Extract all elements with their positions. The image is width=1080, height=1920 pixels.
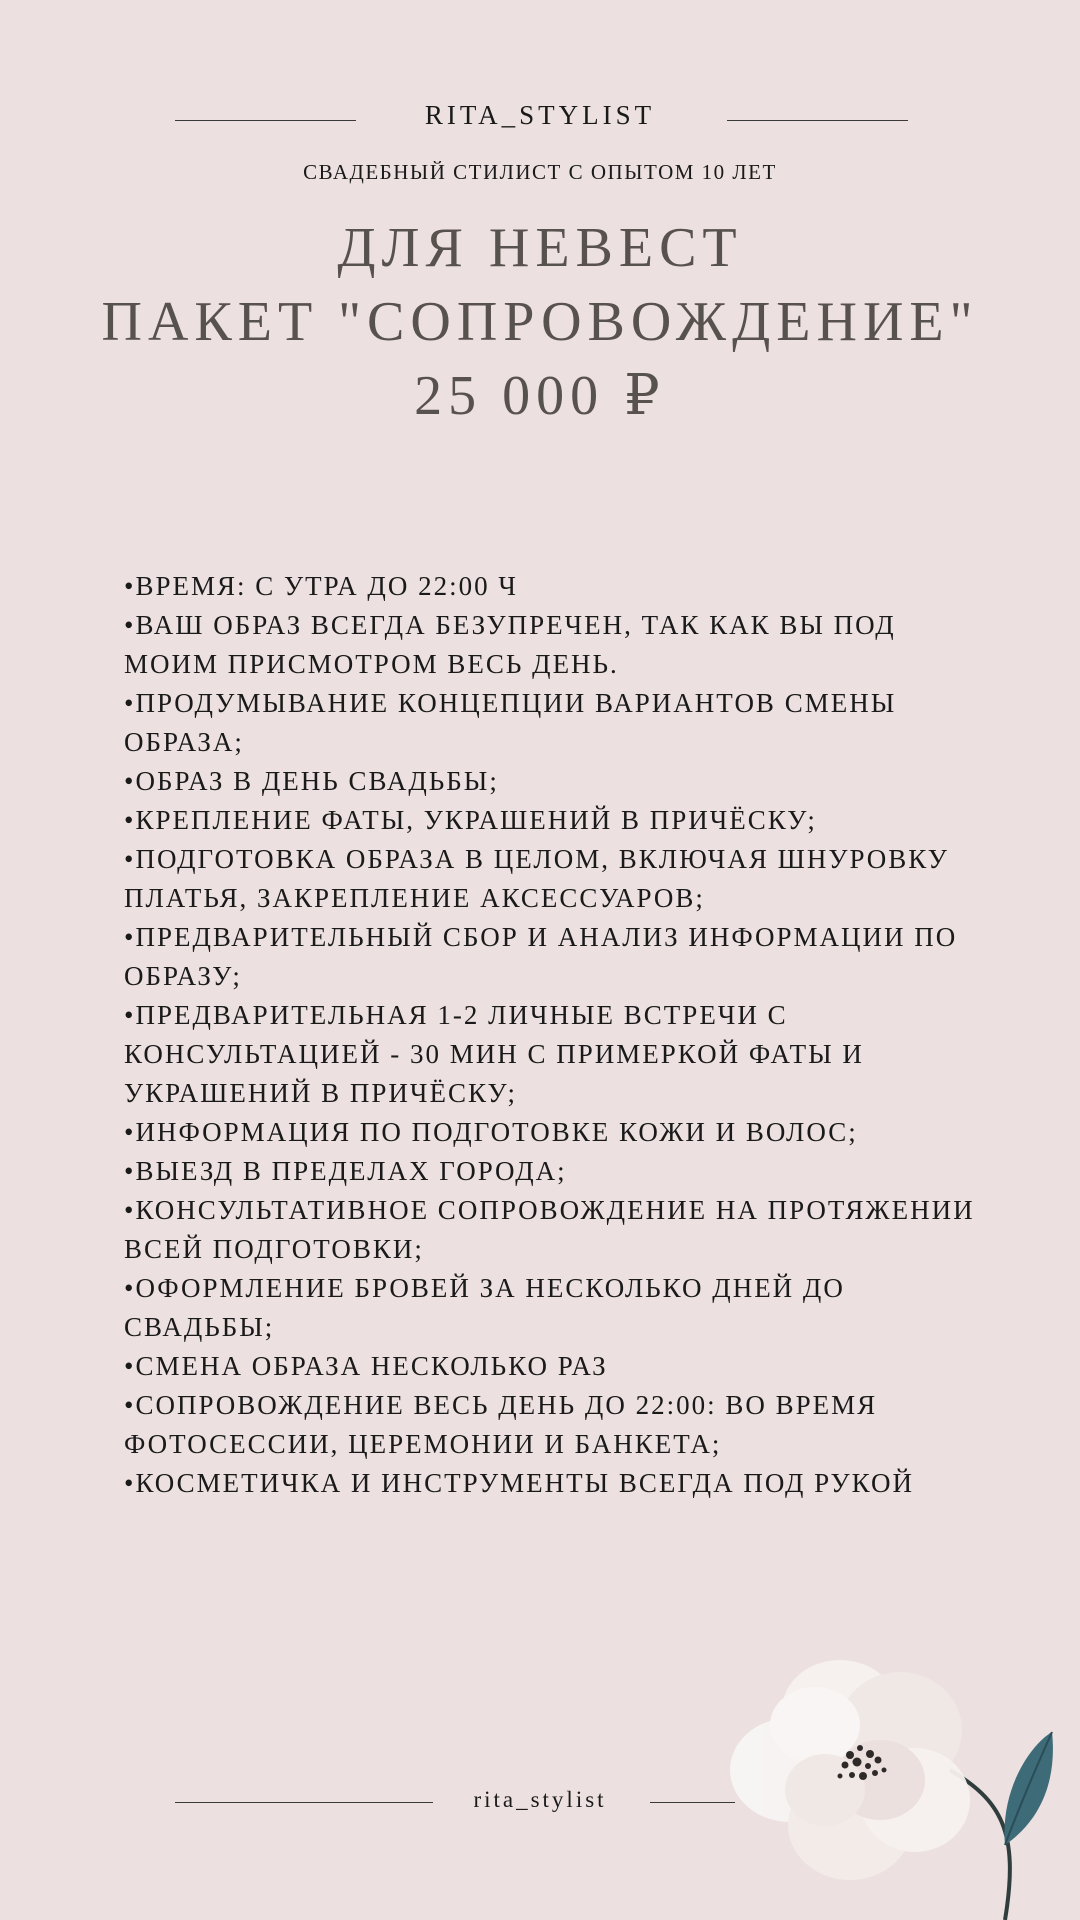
feature-item: •ИНФОРМАЦИЯ ПО ПОДГОТОВКЕ КОЖИ И ВОЛОС; bbox=[124, 1117, 858, 1147]
flower-icon bbox=[700, 1630, 1080, 1920]
feature-list bbox=[124, 567, 984, 1503]
feature-item: •СМЕНА ОБРАЗА НЕСКОЛЬКО РАЗ bbox=[124, 1351, 608, 1381]
headline-price: 25 000 ₽ bbox=[414, 365, 666, 427]
footer-brand: rita_stylist bbox=[473, 1787, 607, 1812]
feature-item: •СОПРОВОЖДЕНИЕ ВЕСЬ ДЕНЬ ДО 22:00: ВО ВРЕМЯ ФОТОСЕССИИ, ЦЕРЕМОНИИ И БАНКЕТА; bbox=[124, 1390, 878, 1459]
feature-item: •ПОДГОТОВКА ОБРАЗА В ЦЕЛОМ, ВКЛЮЧАЯ ШНУРОВКУ ПЛАТЬЯ, ЗАКРЕПЛЕНИЕ АКСЕССУАРОВ; bbox=[124, 844, 949, 913]
feature-item: •ВРЕМЯ: С УТРА ДО 22:00 Ч bbox=[124, 571, 518, 601]
brand-title: RITA_STYLIST bbox=[424, 100, 656, 130]
subtitle: СВАДЕБНЫЙ СТИЛИСТ С ОПЫТОМ 10 ЛЕТ bbox=[303, 160, 777, 184]
header-rule-right bbox=[727, 120, 908, 121]
feature-item: •ПРЕДВАРИТЕЛЬНАЯ 1-2 ЛИЧНЫЕ ВСТРЕЧИ С КОНСУЛЬТАЦИЕЙ - 30 МИН С ПРИМЕРКОЙ ФАТЫ И УКРАШЕНИЙ В ПРИЧЁСКУ; bbox=[124, 1000, 864, 1108]
feature-item: •ОФОРМЛЕНИЕ БРОВЕЙ ЗА НЕСКОЛЬКО ДНЕЙ ДО СВАДЬБЫ; bbox=[124, 1273, 845, 1342]
feature-item: •ПРЕДВАРИТЕЛЬНЫЙ СБОР И АНАЛИЗ ИНФОРМАЦИИ ПО ОБРАЗУ; bbox=[124, 922, 958, 991]
headline-audience: ДЛЯ НЕВЕСТ bbox=[337, 217, 743, 279]
feature-item: •ВАШ ОБРАЗ ВСЕГДА БЕЗУПРЕЧЕН, ТАК КАК ВЫ ПОД МОИМ ПРИСМОТРОМ ВЕСЬ ДЕНЬ. bbox=[124, 610, 896, 679]
feature-item: •ВЫЕЗД В ПРЕДЕЛАХ ГОРОДА; bbox=[124, 1156, 567, 1186]
feature-item: •КОНСУЛЬТАТИВНОЕ СОПРОВОЖДЕНИЕ НА ПРОТЯЖЕНИИ ВСЕЙ ПОДГОТОВКИ; bbox=[124, 1195, 975, 1264]
feature-item: •ПРОДУМЫВАНИЕ КОНЦЕПЦИИ ВАРИАНТОВ СМЕНЫ ОБРАЗА; bbox=[124, 688, 897, 757]
headline-package: ПАКЕТ "СОПРОВОЖДЕНИЕ" bbox=[101, 291, 979, 353]
feature-item: •КОСМЕТИЧКА И ИНСТРУМЕНТЫ ВСЕГДА ПОД РУКОЙ bbox=[124, 1468, 914, 1498]
feature-item: •КРЕПЛЕНИЕ ФАТЫ, УКРАШЕНИЙ В ПРИЧЁСКУ; bbox=[124, 805, 817, 835]
feature-item: •ОБРАЗ В ДЕНЬ СВАДЬБЫ; bbox=[124, 766, 499, 796]
